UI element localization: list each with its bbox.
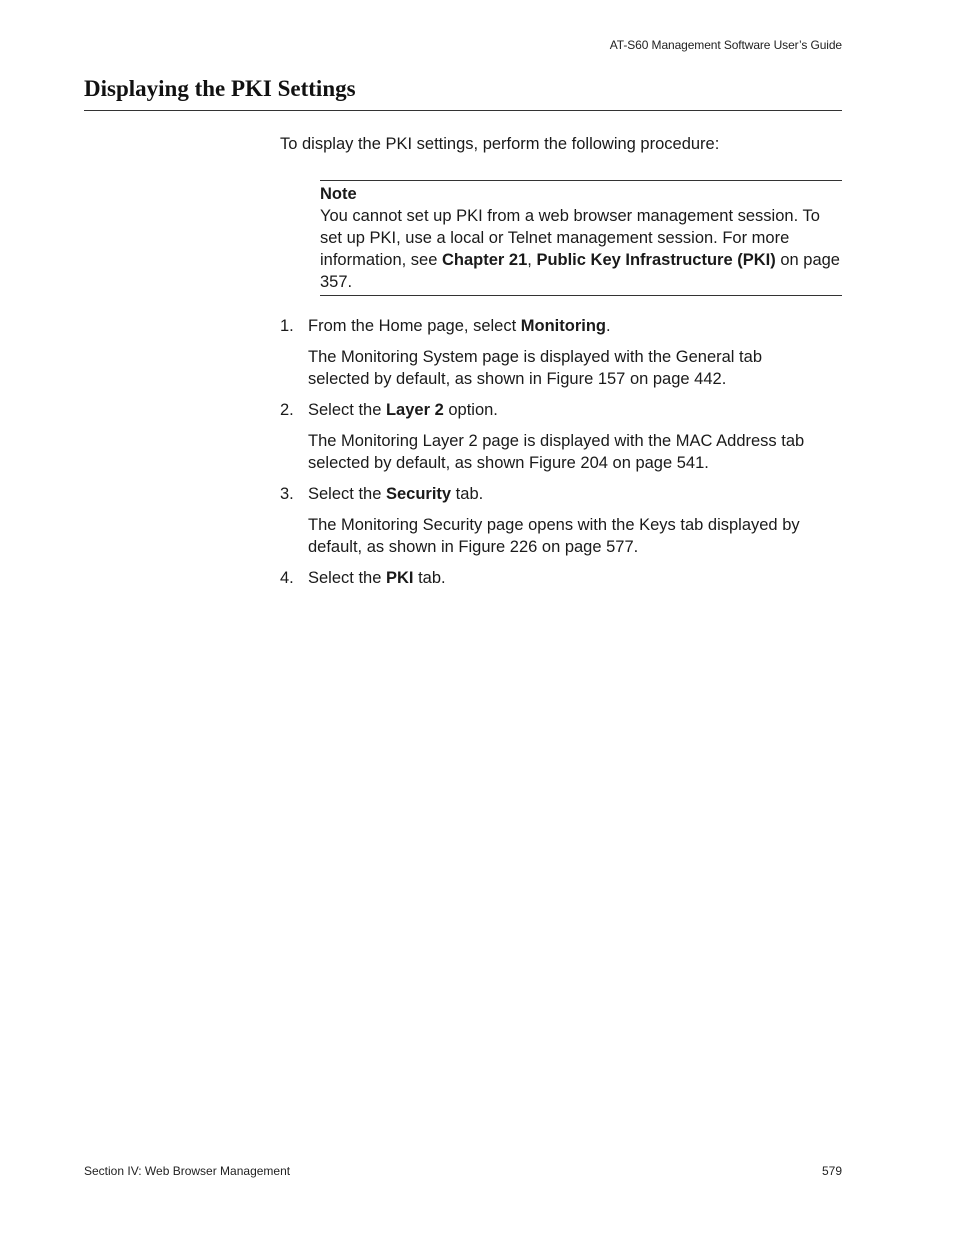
step-text-end: tab. (413, 569, 446, 587)
chapter-reference: Chapter 21 (441, 251, 528, 269)
procedure-steps (280, 315, 820, 598)
note-page-reference: on page 357. (320, 251, 840, 291)
step-text-end: . (606, 317, 611, 335)
title-rule (84, 110, 842, 111)
step-text-end: option. (443, 401, 498, 419)
step-item (280, 483, 820, 558)
page-number: 579 (821, 1164, 842, 1178)
step-ui-term: PKI (385, 569, 414, 587)
step-text: Select the (308, 401, 386, 419)
note-body (320, 205, 842, 293)
step-number: 4. (280, 569, 294, 587)
step-ui-term: Security (385, 485, 452, 503)
step-item (280, 315, 820, 390)
note-text: You cannot set up PKI from a web browser management session. To set up PKI, use a local or Telnet management session. For more information, see (320, 207, 820, 269)
section-title: Displaying the PKI Settings (84, 76, 356, 101)
step-detail: The Monitoring Layer 2 page is displayed with the MAC Address tab selected by default, as shown Figure 204 on page 541. (308, 432, 805, 472)
step-number: 3. (280, 485, 294, 503)
note-separator: , (527, 251, 537, 269)
step-ui-term: Layer 2 (385, 401, 444, 419)
step-detail: The Monitoring Security page opens with the Keys tab displayed by default, as shown in Figure 226 on page 577. (308, 516, 800, 556)
step-instruction (308, 315, 820, 337)
step-detail: The Monitoring System page is displayed with the General tab selected by default, as shown in Figure 157 on page 442. (308, 348, 762, 388)
chapter-title-reference: Public Key Infrastructure (PKI) (536, 251, 776, 269)
step-instruction (308, 399, 820, 421)
running-header: AT-S60 Management Software User’s Guide (609, 38, 842, 52)
intro-paragraph: To display the PKI settings, perform the following procedure: (280, 135, 720, 153)
step-instruction (308, 483, 820, 505)
footer-section-label: Section IV: Web Browser Management (84, 1164, 291, 1178)
note-box (320, 180, 842, 296)
step-number: 2. (280, 401, 294, 419)
step-ui-term: Monitoring (520, 317, 606, 335)
step-text: Select the (308, 485, 386, 503)
note-label: Note (320, 185, 357, 203)
step-item (280, 567, 820, 589)
step-text-end: tab. (451, 485, 484, 503)
step-text: Select the (308, 569, 386, 587)
step-text: From the Home page, select (308, 317, 521, 335)
step-instruction (308, 567, 820, 589)
step-item (280, 399, 820, 474)
step-number: 1. (280, 317, 294, 335)
